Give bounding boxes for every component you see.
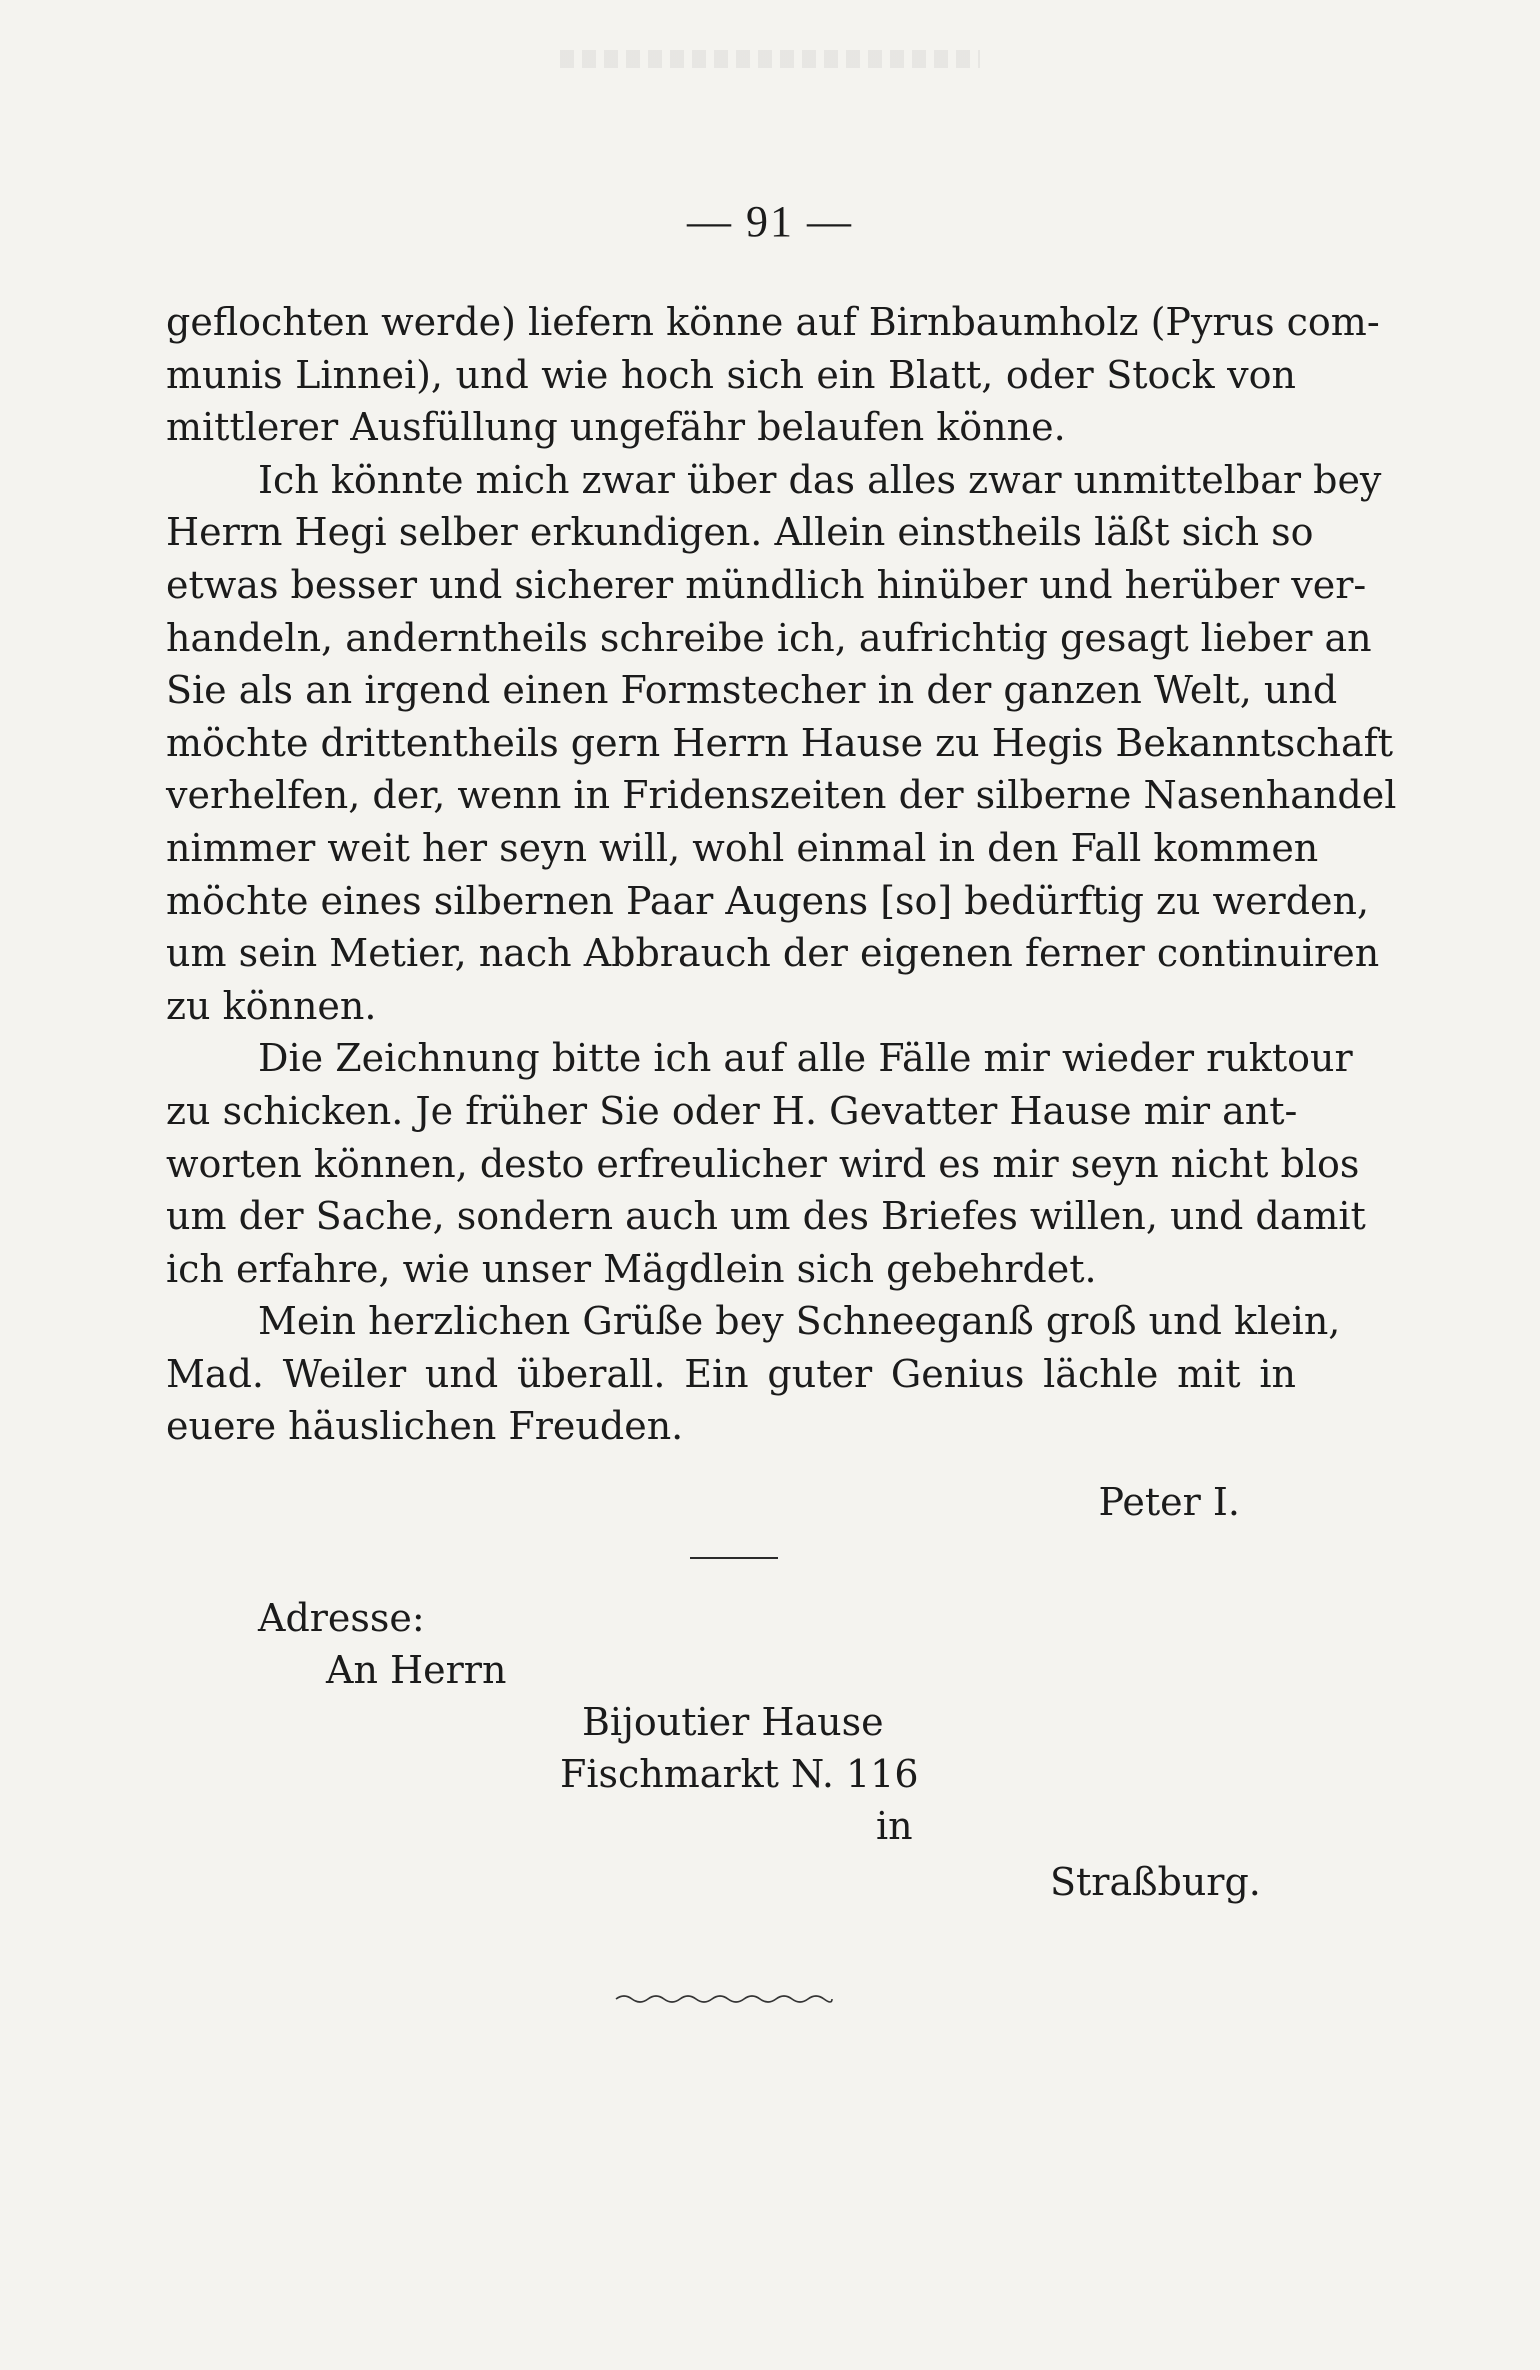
text-line: euere häuslichen Freuden.	[166, 1404, 684, 1449]
text-line: verhelfen, der, wenn in Fridenszeiten der silberne Nasenhandel	[166, 773, 1397, 818]
text-line: möchte eines silbernen Paar Augens [so] bedürftig zu werden,	[166, 878, 1370, 923]
text-line: Mad. Weiler und überall. Ein guter Genius lächle mit in	[166, 1351, 1296, 1396]
text-line: Mein herzlichen Grüße bey Schneeganß groß und klein,	[258, 1299, 1341, 1344]
bleed-through-header	[560, 50, 980, 68]
text-line: Sie als an irgend einen Formstecher in der ganzen Welt, und	[166, 668, 1338, 713]
separator-rule	[690, 1557, 778, 1559]
tail-ornament	[614, 1992, 834, 2006]
text-line: um sein Metier, nach Abbrauch der eigenen ferner continuiren	[166, 931, 1380, 976]
paragraph	[166, 296, 1380, 454]
text-line: munis Linnei), und wie hoch sich ein Blatt, oder Stock von	[166, 352, 1296, 397]
text-line: nimmer weit her seyn will, wohl einmal in den Fall kommen	[166, 825, 1319, 870]
text-line: Die Zeichnung bitte ich auf alle Fälle mir wieder ruktour	[258, 1036, 1353, 1081]
address-preposition: in	[876, 1804, 913, 1848]
address-name: Bijoutier Hause	[582, 1700, 884, 1744]
address-city: Straßburg.	[1050, 1860, 1261, 1904]
text-line: worten können, desto erfreulicher wird es mir seyn nicht blos	[166, 1141, 1360, 1186]
text-line: möchte drittentheils gern Herrn Hause zu Hegis Bekanntschaft	[166, 720, 1393, 765]
text-line: um der Sache, sondern auch um des Briefes willen, und damit	[166, 1194, 1366, 1239]
text-line: zu schicken. Je früher Sie oder H. Gevatter Hause mir ant-	[166, 1088, 1298, 1133]
address-salutation: An Herrn	[326, 1648, 507, 1692]
signature: Peter I.	[1098, 1480, 1240, 1524]
text-line: handeln, anderntheils schreibe ich, aufrichtig gesagt lieber an	[166, 615, 1372, 660]
text-line: Herrn Hegi selber erkundigen. Allein einstheils läßt sich so	[166, 510, 1314, 555]
address-label: Adresse:	[258, 1596, 425, 1640]
text-line: Ich könnte mich zwar über das alles zwar unmittelbar bey	[258, 457, 1382, 502]
letter-body	[166, 296, 1397, 1453]
text-line: geflochten werde) liefern könne auf Birnbaumholz (Pyrus com-	[166, 300, 1380, 344]
text-line: etwas besser und sicherer mündlich hinüber und herüber ver-	[166, 562, 1367, 607]
text-line: mittlerer Ausfüllung ungefähr belaufen könne.	[166, 405, 1066, 450]
address-street: Fischmarkt N. 116	[560, 1752, 919, 1796]
text-line: ich erfahre, wie unser Mägdlein sich gebehrdet.	[166, 1246, 1097, 1291]
paragraph	[166, 1032, 1366, 1295]
paragraph	[166, 454, 1397, 1033]
text-line: zu können.	[166, 983, 377, 1028]
paragraph	[166, 1295, 1341, 1453]
page-number: — 91 —	[687, 197, 853, 246]
